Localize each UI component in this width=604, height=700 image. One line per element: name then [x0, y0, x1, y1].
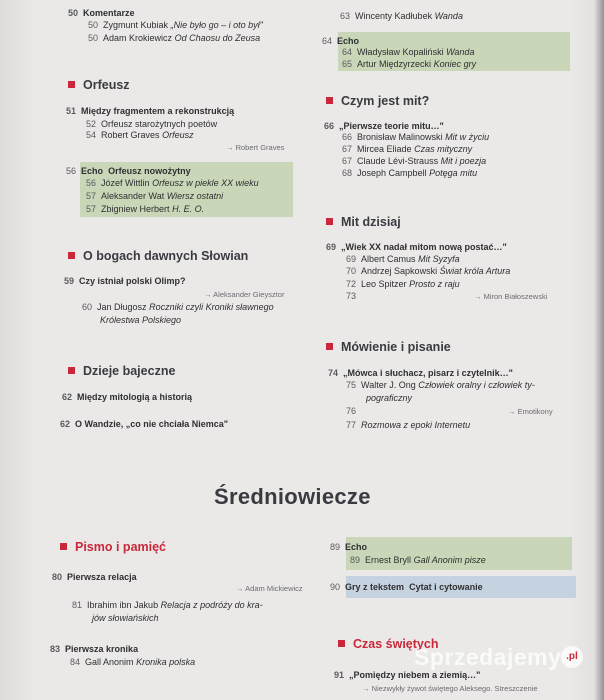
toc-entry: 67 Mircea Eliade Czas mityczny [342, 144, 473, 154]
section-heading-mowienie: Mówienie i pisanie [326, 340, 451, 354]
toc-entry: 50 Adam Krokiewicz Od Chaosu do Zeusa [88, 33, 261, 43]
bullet-square-icon [68, 367, 75, 374]
section-heading-czas: Czas świętych [338, 637, 438, 651]
bullet-square-icon [68, 252, 75, 259]
toc-entry: 57 Aleksander Wat Wiersz ostatni [86, 191, 224, 201]
section-heading-bogowie: O bogach dawnych Słowian [68, 249, 248, 263]
toc-entry: 76 [346, 406, 357, 416]
section-heading-orfeusz: Orfeusz [68, 78, 130, 92]
toc-entry: 68 Joseph Campbell Potęga mitu [342, 168, 478, 178]
toc-entry: 70 Andrzej Sapkowski Świat króla Artura [346, 266, 511, 276]
section-heading-pismo: Pismo i pamięć [60, 540, 166, 554]
toc-entry: 81 Ibrahim ibn Jakub Relacja z podróży do kra- [72, 600, 263, 610]
toc-entry: 67 Claude Lévi-Strauss Mit i poezja [342, 156, 487, 166]
toc-entry: 77 Rozmowa z epoki Internetu [346, 420, 471, 430]
section-heading-dzieje: Dzieje bajeczne [68, 364, 175, 378]
toc-entry: 54 Robert Graves Orfeusz [86, 130, 194, 140]
arrow-right-icon: → [508, 407, 516, 416]
toc-entry: 62 O Wandzie, „co nie chciała Niemca" [60, 419, 229, 429]
toc-entry-continued: pograficzny [366, 393, 413, 403]
toc-entry: 91 „Pomiędzy niebem a ziemią…" [334, 670, 481, 680]
toc-entry: 74 „Mówca i słuchacz, pisarz i czytelnik…" [328, 368, 513, 378]
toc-entry: 89 Ernest Bryll Gall Anonim pisze [350, 555, 486, 565]
toc-entry: 63 Wincenty Kadłubek Wanda [340, 11, 463, 21]
arrow-right-icon: → [226, 143, 234, 152]
cross-reference: → Robert Graves [226, 143, 285, 152]
toc-entry: 66 „Pierwsze teorie mitu…" [324, 121, 444, 131]
arrow-right-icon: → [362, 684, 370, 693]
bullet-square-icon [326, 218, 333, 225]
toc-entry: 64 Władysław Kopaliński Wanda [342, 47, 475, 57]
toc-entry: 84 Gall Anonim Kronika polska [70, 657, 196, 667]
toc-entry: 51 Między fragmentem a rekonstrukcją [66, 106, 235, 116]
toc-entry-echo: 56 Echo Orfeusz nowożytny [66, 166, 191, 176]
watermark-badge: .pl [561, 646, 583, 668]
part-title: Średniowiecze [214, 484, 371, 509]
toc-entry: 62 Między mitologią a historią [62, 392, 193, 402]
toc-entry: 57 Zbigniew Herbert H. E. O. [86, 204, 205, 214]
bullet-square-icon [60, 543, 67, 550]
bullet-square-icon [68, 81, 75, 88]
arrow-right-icon: → [204, 290, 212, 299]
toc-entry-gry: 90 Gry z tekstem Cytat i cytowanie [330, 582, 483, 592]
toc-entry: 80 Pierwsza relacja [52, 572, 137, 582]
bullet-square-icon [338, 640, 345, 647]
toc-entry-echo: 64 Echo [322, 36, 360, 46]
toc-entry-echo: 89 Echo [330, 542, 368, 552]
toc-entry: 72 Leo Spitzer Prosto z raju [346, 279, 460, 289]
toc-entry-continued: jów słowiańskich [92, 613, 159, 623]
toc-entry: 60 Jan Długosz Roczniki czyli Kroniki sławnego [82, 302, 274, 312]
toc-entry: 69 „Wiek XX nadał mitom nową postać…" [326, 242, 507, 252]
arrow-right-icon: → [236, 584, 244, 593]
toc-entry: 69 Albert Camus Mit Syzyfa [346, 254, 460, 264]
bullet-square-icon [326, 97, 333, 104]
section-heading-mit-dzisiaj: Mit dzisiaj [326, 215, 401, 229]
cross-reference: → Niezwykły żywot świętego Aleksego. Streszczenie [362, 684, 538, 693]
toc-entry: 52 Orfeusz starożytnych poetów [86, 119, 218, 129]
toc-entry: 66 Bronisław Malinowski Mit w życiu [342, 132, 490, 142]
echo-box [346, 537, 572, 570]
arrow-right-icon: → [474, 292, 482, 301]
toc-entry: 59 Czy istniał polski Olimp? [64, 276, 186, 286]
toc-entry: 75 Walter J. Ong Człowiek oralny i człowiek ty- [346, 380, 535, 390]
toc-entry: 65 Artur Międzyrzecki Koniec gry [342, 59, 477, 69]
cross-reference: → Miron Białoszewski [474, 292, 548, 301]
section-heading-czym: Czym jest mit? [326, 94, 429, 108]
cross-reference: → Aleksander Gieysztor [204, 290, 285, 299]
cross-reference: → Emotikony [508, 407, 553, 416]
toc-entry: 73 [346, 291, 357, 301]
bullet-square-icon [326, 343, 333, 350]
toc-entry-continued: Królestwa Polskiego [100, 315, 182, 325]
toc-entry: 83 Pierwsza kronika [50, 644, 139, 654]
toc-entry: 56 Józef Wittlin Orfeusz w piekle XX wieku [86, 178, 259, 188]
toc-entry: 50 Zygmunt Kubiak „Nie było go – i oto był" [88, 20, 263, 30]
cross-reference: → Adam Mickiewicz [236, 584, 303, 593]
watermark-logo: Sprzedajemy [414, 644, 562, 670]
toc-entry: 50 Komentarze [68, 8, 135, 18]
